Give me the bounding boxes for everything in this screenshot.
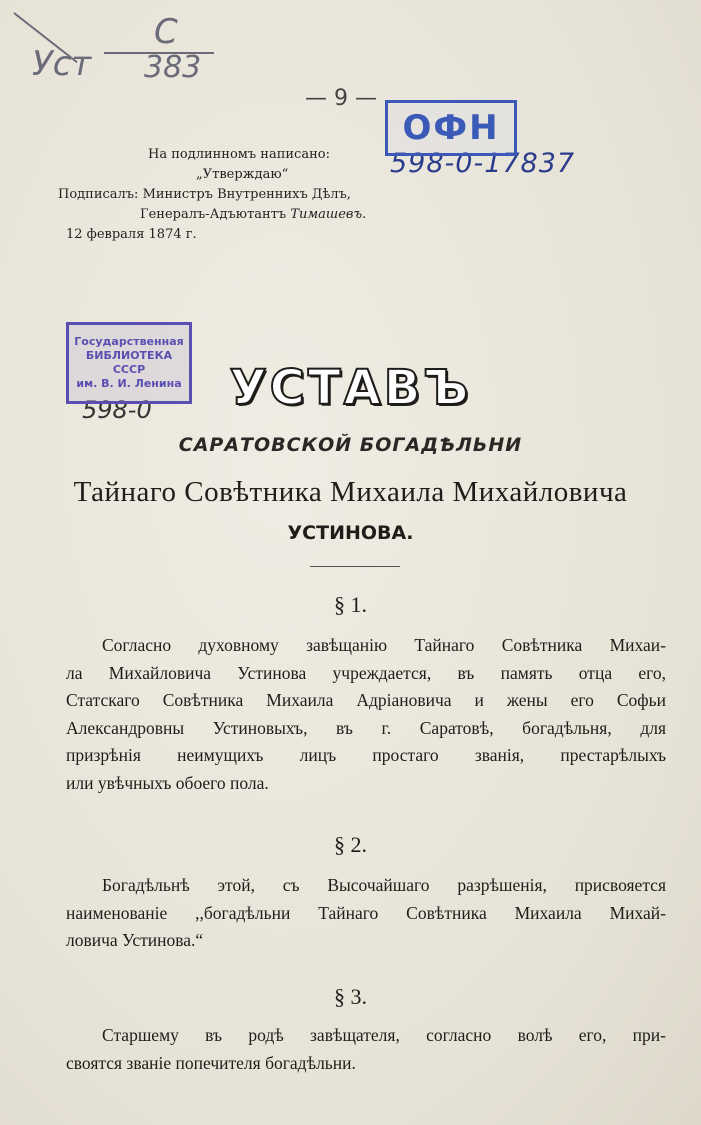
approval-line: „Утверждаю“ bbox=[196, 167, 289, 182]
paragraph-line: наименованіе ,,богадѣльни Тайнаго Совѣтника Михаила Михай- bbox=[66, 902, 666, 923]
section-heading: § 3. bbox=[334, 984, 367, 1009]
document-subtitle: САРАТОВСКОЙ БОГАДѢЛЬНИ bbox=[178, 434, 523, 456]
section-heading: § 1. bbox=[334, 592, 367, 617]
approval-line: Генералъ-Адъютантъ Тимашевъ. bbox=[140, 207, 367, 222]
paragraph-line: ловича Устинова.“ bbox=[66, 930, 204, 950]
divider bbox=[310, 566, 400, 567]
approval-line: Подписалъ: Министръ Внутреннихъ Дѣлъ, bbox=[58, 187, 351, 202]
paragraph-line: или увѣчныхъ обоего пола. bbox=[66, 772, 269, 793]
founder-name: Тайнаго Совѣтника Михаила Михайловича bbox=[73, 476, 628, 508]
library-stamp-line: СССР bbox=[112, 363, 146, 376]
paragraph-line: Статскаго Совѣтника Михаила Адріановича и жены его Софьи bbox=[66, 690, 666, 710]
library-stamp-line: Государственная bbox=[74, 335, 184, 348]
handwritten-shelf-mark: С Уст 383 bbox=[14, 10, 224, 100]
ofn-stamp: ОФН bbox=[385, 100, 517, 156]
library-stamp-line: БИБЛИОТЕКА bbox=[85, 349, 173, 362]
inventory-number: 598-0-17837 bbox=[390, 148, 576, 179]
section-heading: § 2. bbox=[334, 832, 367, 857]
section-paragraph bbox=[66, 872, 666, 955]
approval-date: 12 февраля 1874 г. bbox=[66, 227, 197, 242]
paragraph-line: Александровны Устиновыхъ, въ г. Саратовѣ, богадѣльня, для bbox=[66, 717, 666, 738]
paragraph-line: Согласно духовному завѣщанію Тайнаго Совѣтника Михаи- bbox=[102, 635, 666, 655]
paragraph-line: Старшему въ родѣ завѣщателя, согласно волѣ его, при- bbox=[102, 1025, 666, 1045]
call-number: 598-0 bbox=[82, 396, 152, 424]
signature: Тимашевъ. bbox=[290, 207, 367, 222]
page-number: — 9 — bbox=[305, 86, 377, 111]
section-paragraph bbox=[66, 1022, 666, 1077]
document-title: УСТАВЪ bbox=[229, 360, 472, 416]
paragraph-line: Богадѣльнѣ этой, съ Высочайшаго разрѣшенія, присвояется bbox=[102, 875, 666, 895]
library-stamp-line: им. В. И. Ленина bbox=[76, 377, 182, 390]
founder-surname: УСТИНОВА. bbox=[287, 522, 414, 544]
section-paragraph bbox=[66, 632, 666, 797]
paragraph-line: своятся званіе попечителя богадѣльни. bbox=[66, 1052, 356, 1073]
bleed-through-text bbox=[330, 150, 690, 950]
approval-line: На подлинномъ написано: bbox=[148, 147, 330, 162]
paragraph-line: ла Михайловича Устинова учреждается, въ память отца его, bbox=[66, 662, 666, 683]
approval-note bbox=[58, 145, 398, 245]
paragraph-line: призрѣнія неимущихъ лицъ простаго званія, престарѣлыхъ bbox=[66, 745, 666, 765]
